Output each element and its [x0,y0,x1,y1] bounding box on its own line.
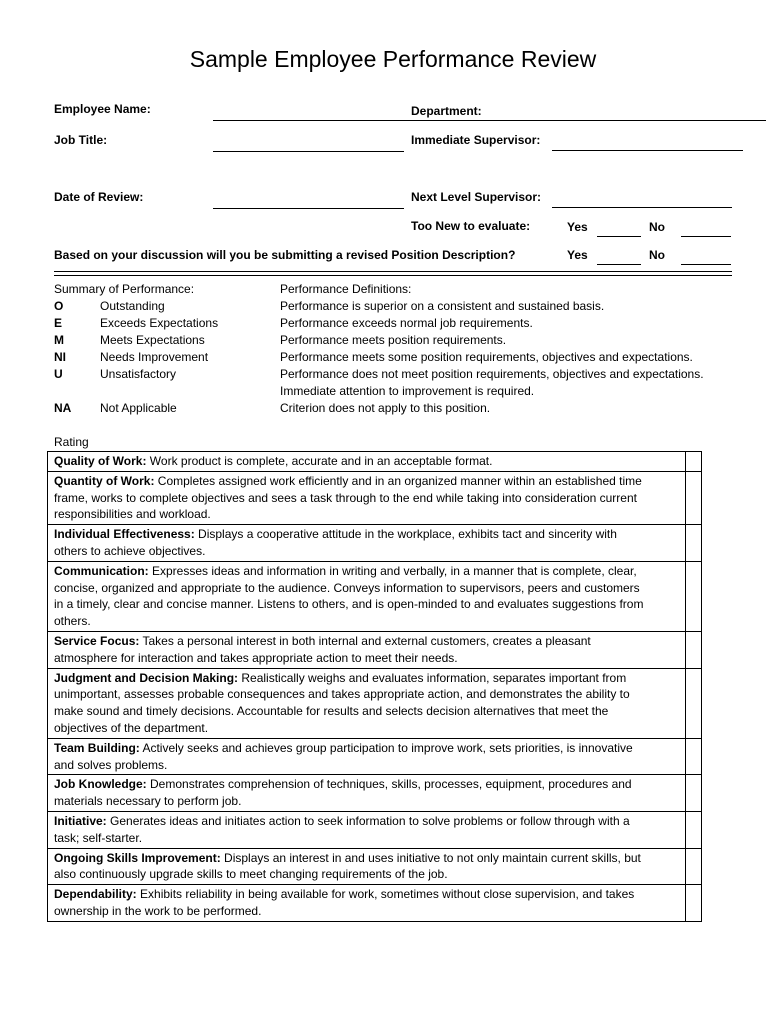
criterion-text: concise, organized and appropriate to the audience. Conveys information to supervisors, peers and customers [54,580,640,595]
revised-pd-no-label: No [649,248,665,262]
criterion-text: Demonstrates comprehension of techniques, skills, processes, equipment, procedures and [146,777,632,792]
criterion-row [48,668,702,738]
criterion-name: Communication: [54,563,149,578]
criterion-name: Initiative: [54,813,107,828]
rating-box[interactable] [686,738,702,775]
definition-text: Criterion does not apply to this position. [280,401,491,415]
criterion-cell [48,775,686,812]
criterion-text: objectives of the department. [54,720,209,735]
criterion-name: Quantity of Work: [54,473,155,488]
criterion-text: Displays an interest in and uses initiative to not only maintain current skills, but [220,850,641,865]
criterion-text: Completes assigned work efficiently and in an organized manner within an established time [154,473,642,488]
rating-box[interactable] [686,525,702,562]
employee-name-field[interactable] [213,120,766,121]
criterion-cell [48,631,686,668]
immediate-supervisor-field[interactable] [552,150,743,151]
definitions-heading: Performance Definitions: [280,282,412,296]
revised-pd-no-field[interactable] [681,264,731,265]
employee-name-label: Employee Name: [54,102,151,116]
criterion-text: and solves problems. [54,757,168,772]
criterion-name: Job Knowledge: [54,777,147,792]
criterion-cell [48,525,686,562]
criterion-text: ownership in the work to be performed. [54,903,262,918]
criterion-name: Service Focus: [54,633,140,648]
rating-box[interactable] [686,471,702,524]
next-level-supervisor-label: Next Level Supervisor: [411,190,542,204]
criterion-text: Generates ideas and initiates action to seek information to solve problems or follow through with a [106,813,630,828]
criterion-cell [48,668,686,738]
criterion-cell [48,738,686,775]
summary-label: Unsatisfactory [100,367,177,381]
criterion-text: Displays a cooperative attitude in the workplace, exhibits tact and sincerity with [194,527,617,542]
immediate-supervisor-label: Immediate Supervisor: [411,133,541,147]
summary-label: Not Applicable [100,401,177,415]
rating-box[interactable] [686,775,702,812]
rating-box[interactable] [686,561,702,631]
definition-text: Performance is superior on a consistent and sustained basis. [280,299,605,313]
criterion-text: others to achieve objectives. [54,543,206,558]
summary-label: Outstanding [100,299,165,313]
definition-text: Performance does not meet position requirements, objectives and expectations. [280,367,704,381]
criterion-name: Individual Effectiveness: [54,527,195,542]
criterion-cell [48,811,686,848]
rating-box[interactable] [686,668,702,738]
definition-text: Performance exceeds normal job requirements. [280,316,533,330]
criterion-row [48,631,702,668]
rating-box[interactable] [686,811,702,848]
criterion-row [48,471,702,524]
too-new-yes-label: Yes [567,220,588,234]
summary-label: Needs Improvement [100,350,209,364]
too-new-no-field[interactable] [681,236,731,237]
definition-text: Immediate attention to improvement is required. [280,384,535,398]
criterion-row [48,525,702,562]
job-title-field[interactable] [213,151,404,152]
criterion-cell [48,561,686,631]
department-label: Department: [411,104,482,118]
criterion-text: unimportant, assesses probable consequences and takes appropriate action, and demonstrates the ability to [54,687,630,702]
summary-code: M [54,333,64,347]
date-of-review-label: Date of Review: [54,190,144,204]
criterion-row [48,885,702,922]
criterion-text: responsibilities and workload. [54,507,211,522]
definition-text: Performance meets some position requirements, objectives and expectations. [280,350,693,364]
criterion-cell [48,471,686,524]
summary-label: Exceeds Expectations [100,316,219,330]
rating-table [47,451,702,922]
rating-box[interactable] [686,885,702,922]
too-new-no-label: No [649,220,665,234]
rating-box[interactable] [686,848,702,885]
criterion-name: Judgment and Decision Making: [54,670,239,685]
separator-line [54,275,732,276]
date-of-review-field[interactable] [213,208,404,209]
criterion-text: Work product is complete, accurate and in an acceptable format. [146,454,493,468]
summary-label: Meets Expectations [100,333,205,347]
rating-box[interactable] [686,631,702,668]
summary-code: NA [54,401,72,415]
criterion-text: task; self-starter. [54,830,143,845]
summary-code: U [54,367,63,381]
summary-code: E [54,316,63,330]
revised-pd-yes-label: Yes [567,248,588,262]
summary-code: O [54,299,64,313]
job-title-label: Job Title: [54,133,108,147]
rating-label: Rating [54,435,89,449]
summary-code: NI [54,350,66,364]
criterion-name: Team Building: [54,740,140,755]
criterion-text: Actively seeks and achieves group participation to improve work, sets priorities, is innovative [139,740,633,755]
summary-heading: Summary of Performance: [54,282,195,296]
criterion-cell [48,452,686,472]
criterion-text: materials necessary to perform job. [54,794,242,809]
criterion-text: in a timely, clear and concise manner. Listens to others, and is open-minded to and evaluates suggestions from [54,597,644,612]
criterion-text: Realistically weighs and evaluates information, separates important from [238,670,627,685]
criterion-cell [48,848,686,885]
criterion-cell [48,885,686,922]
criterion-name: Dependability: [54,887,137,902]
criterion-text: atmosphere for interaction and takes appropriate action to meet their needs. [54,650,458,665]
revised-pd-yes-field[interactable] [597,264,641,265]
criterion-text: also continuously upgrade skills to meet changing requirements of the job. [54,867,448,882]
criterion-name: Quality of Work: [54,454,147,468]
criterion-text: Expresses ideas and information in writing and verbally, in a manner that is complete, clear, [148,563,637,578]
definition-text: Performance meets position requirements. [280,333,507,347]
criterion-row [48,848,702,885]
separator-line [54,271,732,272]
criterion-row [48,452,702,472]
criterion-row [48,811,702,848]
criterion-text: make sound and timely decisions. Accountable for results and selects decision alternatives that meet the [54,704,609,719]
criterion-row [48,561,702,631]
criterion-row [48,738,702,775]
criterion-text: frame, works to complete objectives and sees a task through to the end while taking into consideration current [54,490,637,505]
next-level-supervisor-field[interactable] [552,207,732,208]
criterion-text: Exhibits reliability in being available for work, sometimes without close supervision, and takes [136,887,635,902]
too-new-label: Too New to evaluate: [411,219,531,233]
too-new-yes-field[interactable] [597,236,641,237]
criterion-name: Ongoing Skills Improvement: [54,850,221,865]
criterion-text: others. [54,614,91,629]
criterion-text: Takes a personal interest in both internal and external customers, creates a pleasant [139,633,591,648]
criterion-row [48,775,702,812]
revised-pd-question: Based on your discussion will you be submitting a revised Position Description? [54,248,516,262]
rating-box[interactable] [686,452,702,472]
page-title: Sample Employee Performance Review [189,46,597,72]
